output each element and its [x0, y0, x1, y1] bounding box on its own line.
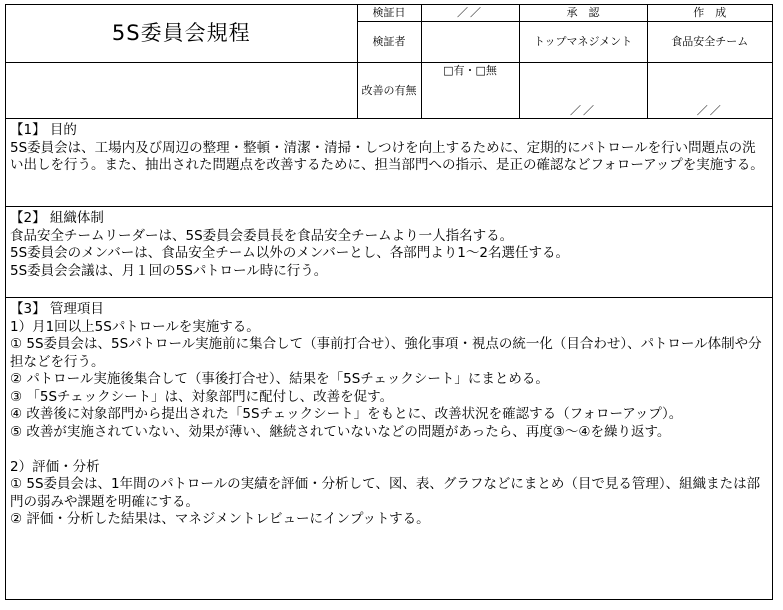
improvement-options: □有・□無	[421, 62, 519, 118]
create-date: ／／	[647, 62, 772, 118]
document-title: 5S委員会規程	[6, 5, 357, 62]
list-item: ⑤ 改善が実施されていない、効果が薄い、継続されていないなどの問題があったら、再度③～④を繰り返す。	[10, 423, 671, 440]
list-item: ④ 改善後に対象部門から提出された「5Sチェックシート」をもとに、改善状況を確認する（フォローアップ）。	[10, 406, 683, 422]
improvement-label: 改善の有無	[357, 62, 421, 118]
header-blank	[6, 62, 357, 118]
list-item: ① 5S委員会は、1年間のパトロールの実績を評価・分析して、図、表、グラフなどにまとめ（目で見る管理）、組織または部門の弱みや課題を明確にする。	[10, 476, 761, 510]
verifier-value	[421, 21, 519, 62]
section-heading: 【1】 目的	[10, 122, 77, 138]
paragraph: 5S委員会は、工場内及び周辺の整理・整頓・清潔・清掃・しつけを向上するために、定期的にパトロールを行い問題点の洗い出しを行う。また、抽出された問題点を改善するために、担当部門への指示、是正の確認などフォローアップを実施する。	[10, 139, 764, 173]
verify-date-value: ／／	[421, 5, 519, 21]
creator-name: 食品安全チーム	[647, 21, 772, 62]
document-page	[5, 4, 773, 600]
section-purpose	[6, 118, 772, 206]
verifier-label: 検証者	[357, 21, 421, 62]
approve-label: 承 認	[519, 5, 647, 21]
list-item: ① 5S委員会は、5Sパトロール実施前に集合して（事前打合せ）、強化事項・視点の統一化（目合わせ）、パトロール体制や分担などを行う。	[10, 336, 762, 370]
section-heading: 【3】 管理項目	[10, 301, 104, 317]
list-item: ③ 「5Sチェックシート」は、対象部門に配付し、改善を促す。	[10, 388, 394, 405]
section-organization	[6, 206, 772, 297]
create-label: 作 成	[647, 5, 772, 21]
spacer	[10, 441, 768, 459]
section-heading: 【2】 組織体制	[10, 210, 104, 226]
subheading: 1）月1回以上5Sパトロールを実施する。	[10, 318, 260, 335]
paragraph: 食品安全チームリーダーは、5S委員会委員長を食品安全チームより一人指名する。	[10, 227, 514, 244]
list-item: ② パトロール実施後集合して（事後打合せ）、結果を「5Sチェックシート」にまとめる。	[10, 371, 549, 387]
section-management-items	[6, 297, 772, 600]
approver-name: トップマネジメント	[519, 21, 647, 62]
paragraph: 5S委員会会議は、月１回の5Sパトロール時に行う。	[10, 262, 328, 279]
verify-date-label: 検証日	[357, 5, 421, 21]
header-table	[6, 5, 772, 119]
subheading: 2）評価・分析	[10, 458, 100, 475]
approve-date: ／／	[519, 62, 647, 118]
list-item: ② 評価・分析した結果は、マネジメントレビューにインプットする。	[10, 511, 430, 527]
paragraph: 5S委員会のメンバーは、食品安全チーム以外のメンバーとし、各部門より1～2名選任する。	[10, 245, 569, 261]
